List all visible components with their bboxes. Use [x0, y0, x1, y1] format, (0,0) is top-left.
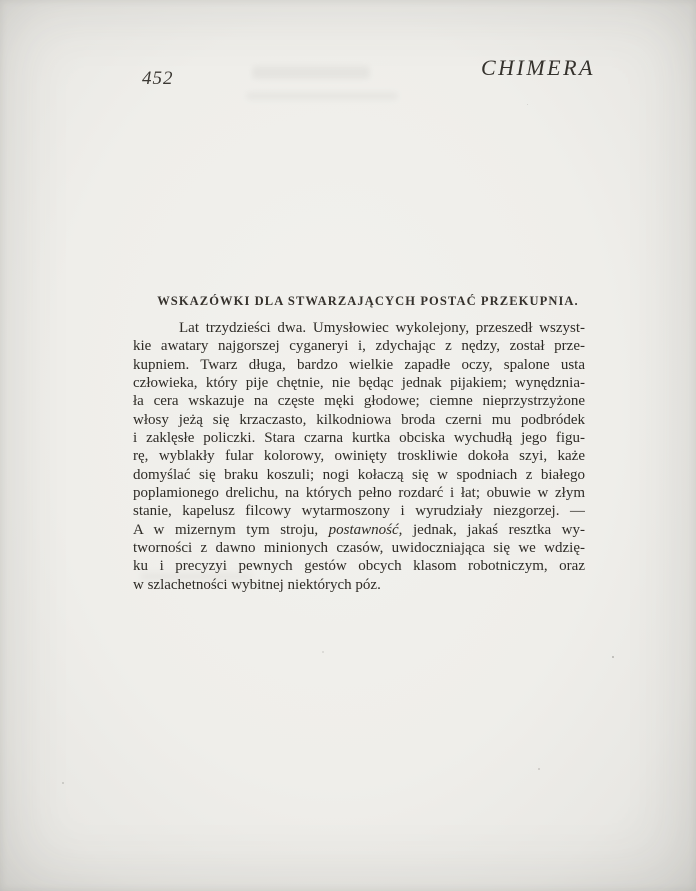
- dust-speck: [527, 104, 528, 105]
- body-line: w szlachetności wybitnej niektórych póz.: [133, 576, 381, 593]
- body-line: człowieka, który pije chętnie, nie będąc jednak pijakiem; wynędznia-: [133, 375, 585, 392]
- body-line: kupniem. Twarz długa, bardzo wielkie zapadłe oczy, spalone usta: [133, 356, 585, 373]
- bleed-through-ghost: [246, 92, 398, 100]
- section-heading: WSKAZÓWKI DLA STWARZAJĄCYCH POSTAĆ PRZEKUPNIA.: [157, 294, 579, 308]
- dust-speck: [62, 782, 64, 784]
- body-line: ku i precyzyi pewnych gestów obcych klasom robotniczym, oraz: [133, 558, 585, 575]
- body-line-text: jednak, jakaś resztka wy-: [402, 521, 585, 538]
- body-line: domyślać się braku koszuli; nogi kołaczą się w spodniach z białego: [133, 466, 585, 483]
- body-line: stanie, kapelusz filcowy wytarmoszony i wyrudziały niezgorzej. —: [133, 503, 585, 520]
- body-line: ła cera wskazuje na częste męki głodowe; ciemne nieprzystrzyżone: [133, 393, 585, 410]
- body-line: [133, 521, 585, 539]
- page-number: 452: [142, 68, 174, 89]
- body-paragraph: [133, 319, 585, 594]
- dust-speck: [612, 656, 614, 658]
- body-line: poplamionego drelichu, na których pełno rozdarć i łat; obuwie w złym: [133, 485, 585, 502]
- body-line: tworności z dawno minionych czasów, uwidoczniająca się we wdzię-: [133, 540, 585, 557]
- body-line-emphasis: postawność,: [328, 521, 403, 538]
- bleed-through-ghost: [252, 66, 370, 79]
- body-line-text: A w mizernym tym stroju,: [133, 521, 329, 538]
- body-line: kie awatary najgorszej cyganeryi i, zdychając z nędzy, został prze-: [133, 338, 585, 355]
- body-line: i zaklęsłe policzki. Stara czarna kurtka obciska wychudłą jego figu-: [133, 430, 585, 447]
- body-line: rę, wyblakły fular kolorowy, owinięty troskliwie dokoła szyi, każe: [133, 448, 585, 465]
- body-line: włosy jeżą się krzaczasto, kilkodniowa broda czerni mu podbródek: [133, 411, 585, 428]
- journal-title: CHIMERA: [480, 55, 595, 80]
- dust-speck: [322, 651, 324, 653]
- body-line: Lat trzydzieści dwa. Umysłowiec wykolejony, przeszedł wszyst-: [179, 320, 585, 336]
- dust-speck: [538, 768, 540, 770]
